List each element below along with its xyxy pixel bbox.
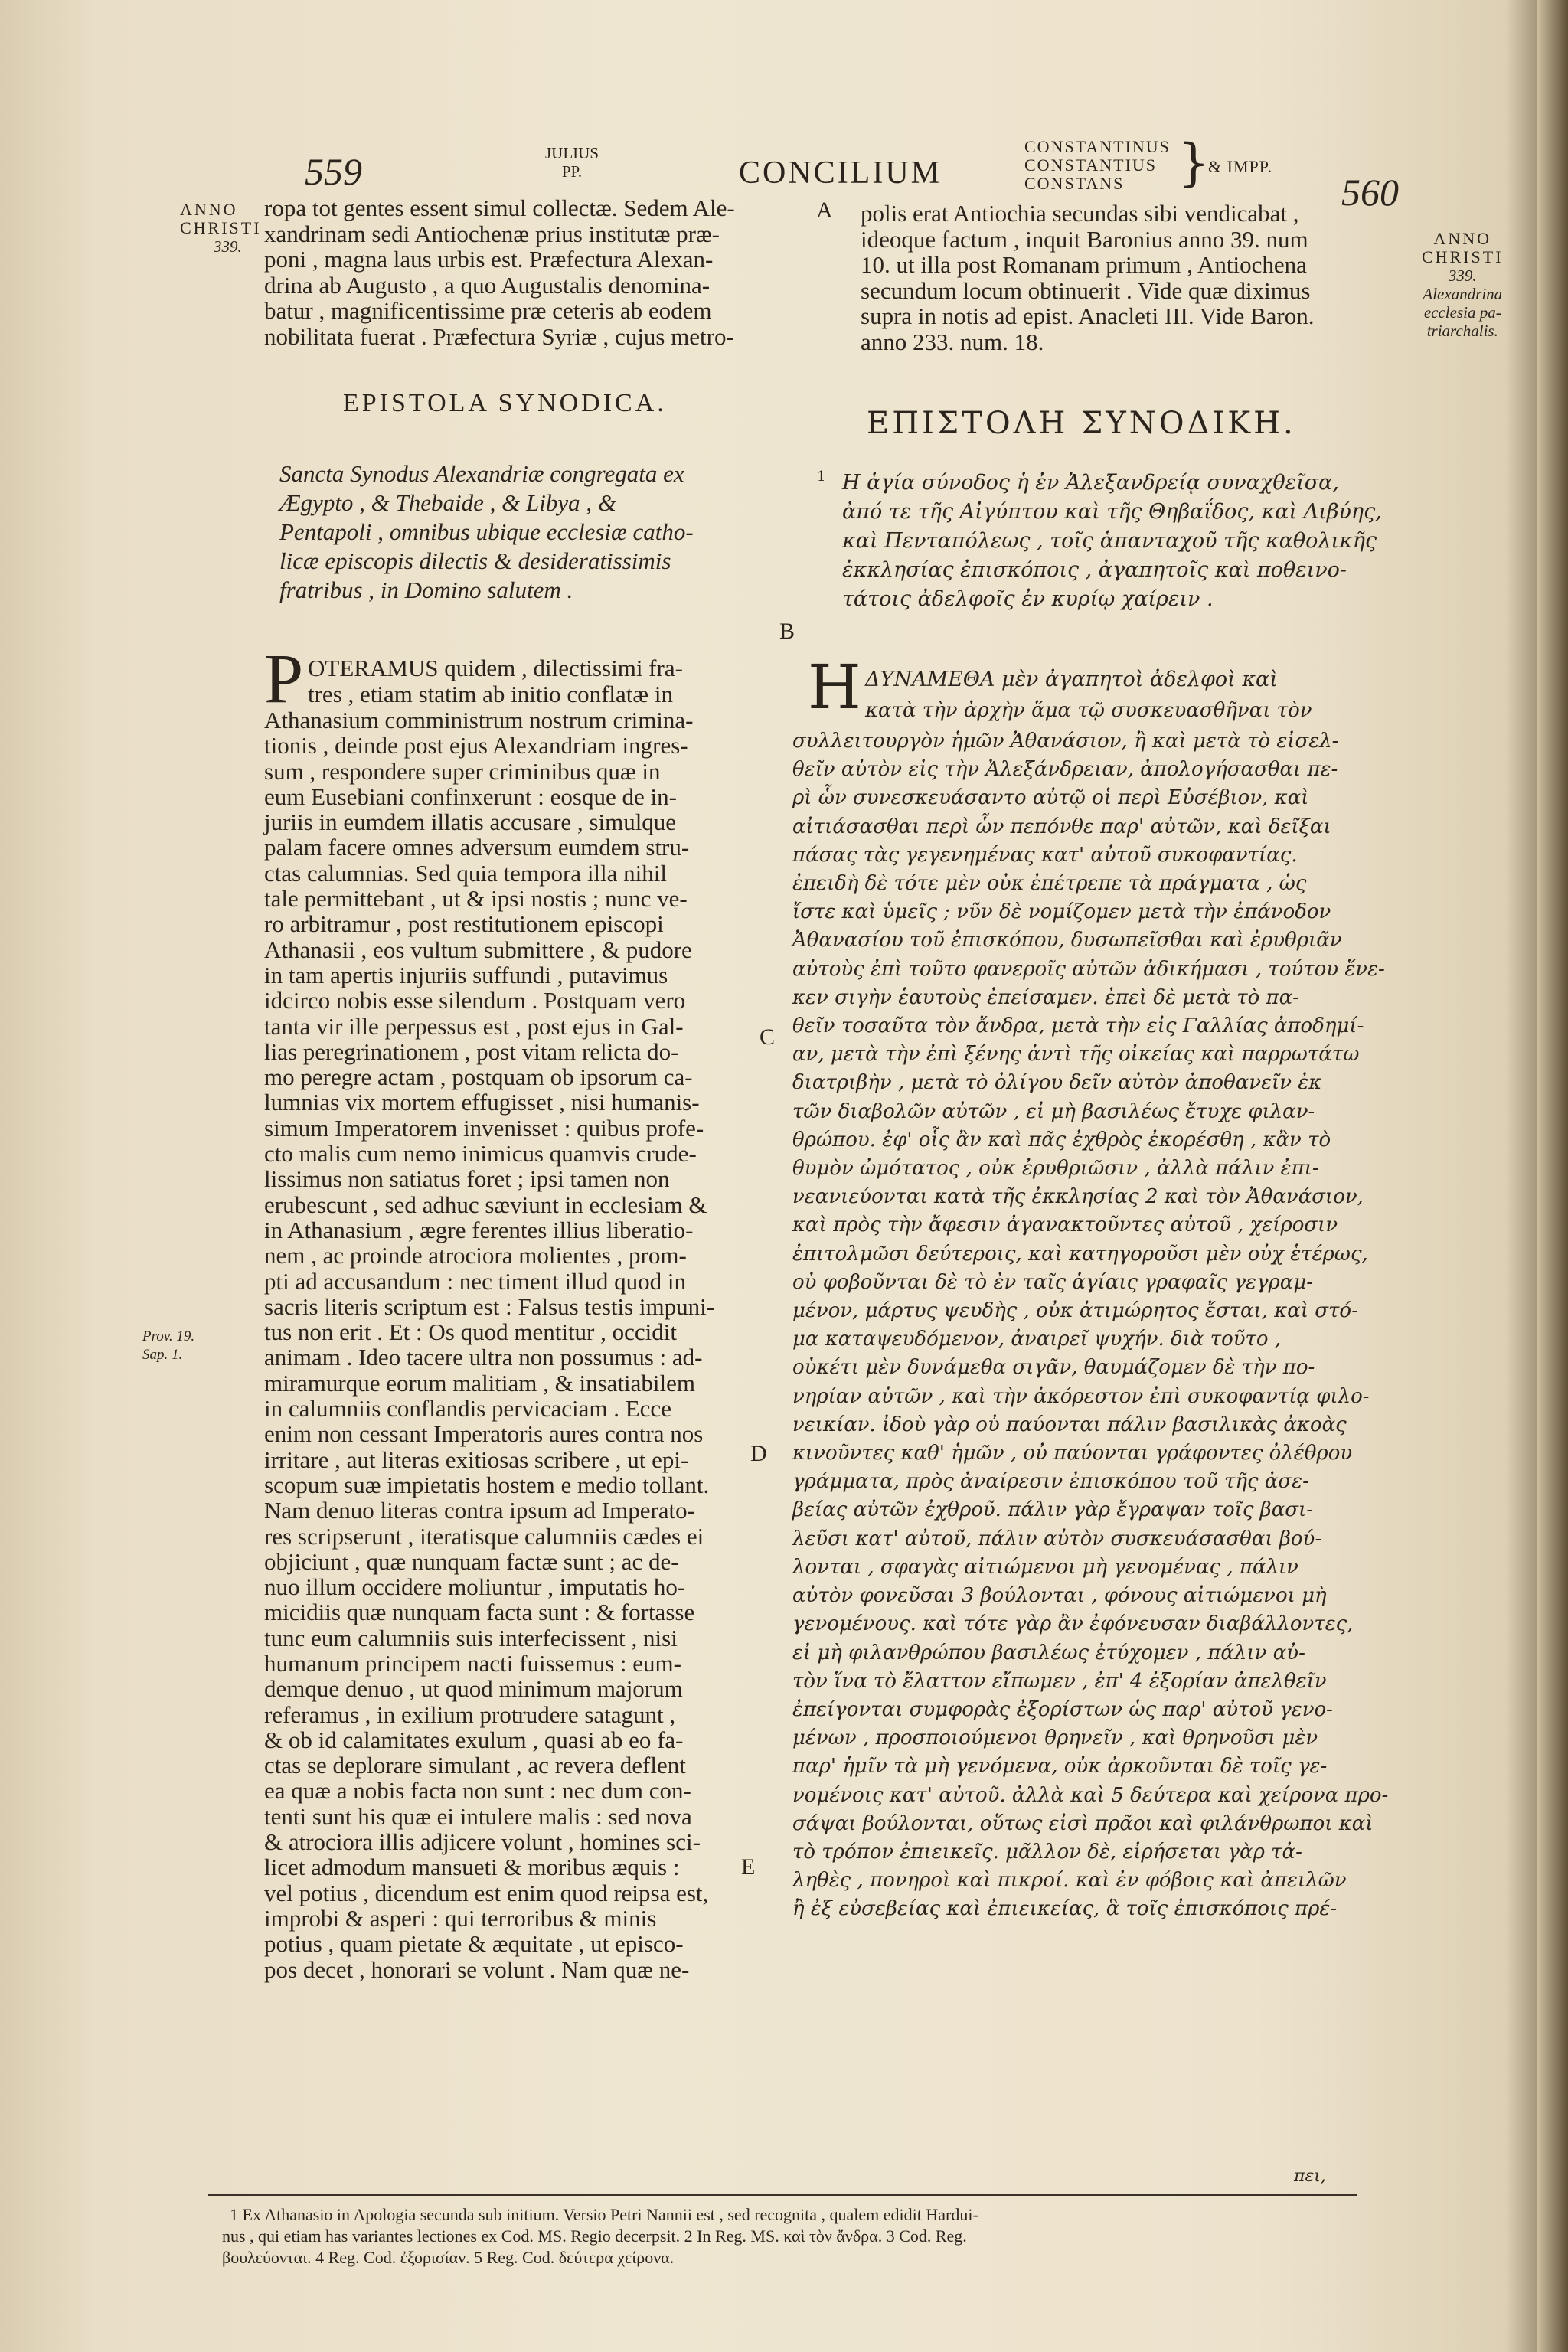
salutation-line: Pentapoli , omnibus ubique ecclesiæ catho-	[279, 518, 694, 545]
text-line: ἐπιτολμῶσι δεύτεροις, καὶ κατηγοροῦσι μὲν οὐχ ἑτέρως,	[792, 1242, 1368, 1266]
section-letter-d: D	[750, 1441, 767, 1466]
text-line: erubescunt , sed adhuc sæviunt in ecclesiam &	[264, 1191, 707, 1218]
margin-note-line: Alexandrina	[1423, 285, 1503, 303]
text-line: θεῖν αὐτὸν εἰς τὴν Ἀλεξάνδρειαν, ἀπολογήσασθαι πε-	[792, 758, 1338, 782]
section-letter-e: E	[741, 1854, 756, 1880]
text-line: tus non erit . Et : Os quod mentitur , occidit	[264, 1318, 677, 1346]
margin-anno-right	[1422, 230, 1504, 340]
text-line: τὸν ἵνα τὸ ἔλαττον εἴπωμεν , ἐπ' 4 ἐξορίαν ἀπελθεῖν	[792, 1669, 1327, 1693]
text-line: supra in notis ad epist. Anacleti III. Vide Baron.	[861, 302, 1315, 329]
text-line: εἰ μὴ φιλανθρώπου βασιλέως ἐτύχομεν , πάλιν αὐ-	[792, 1641, 1305, 1664]
text-line: κινοῦντες καθ' ἡμῶν , οὐ παύονται γράφοντες ὀλέθρου	[792, 1442, 1353, 1465]
text-line: αὐτὸν φονεῦσαι 3 βούλονται , φόνους αἰτιώμενοι μὴ	[792, 1584, 1327, 1608]
pope-title: PP.	[561, 162, 583, 181]
text-line: sum , respondere super criminibus quæ in	[264, 757, 661, 785]
text-line: demque denuo , ut quod minimum majorum	[264, 1675, 683, 1703]
salutation-line: licæ episcopis dilectis & desideratissimis	[279, 547, 671, 574]
text-line: νηρίαν αὐτῶν , καὶ τὴν ἀκόρεστον ἐπὶ συκοφαντίᾳ φιλο-	[792, 1384, 1370, 1408]
text-line: in tam apertis injuriis suffundi , putavimus	[264, 961, 668, 988]
text-line: αὐτοὺς ἐπὶ τοῦτο φανεροῖς αὐτῶν ἀδικήμασι , τούτου ἕνε-	[792, 957, 1385, 981]
text-line: micidiis quæ nunquam facta sunt : & fortasse	[264, 1599, 695, 1626]
text-line: scopum suæ impietatis hostem e medio tollant.	[264, 1471, 710, 1498]
margin-note-line: ecclesia pa-	[1423, 303, 1501, 322]
notes-left-column	[264, 195, 735, 349]
text-line: 10. ut illa post Romanam primum , Antiochena	[861, 251, 1307, 278]
text-line: tres , etiam statim ab initio conflatæ in	[308, 681, 673, 707]
text-line: in calumniis conflandis pervicaciam . Ecce	[264, 1395, 671, 1423]
scripture-ref: Sap. 1.	[142, 1347, 183, 1363]
text-line: poni , magna laus urbis est. Præfectura Alexan-	[264, 246, 714, 273]
margin-scripture-ref	[142, 1328, 194, 1364]
text-line: simum Imperatorem invenisset : quibus profe-	[264, 1114, 704, 1142]
text-line: tenti sunt his quæ ei intulere malis : sed nova	[264, 1802, 692, 1830]
margin-anno-left	[180, 201, 262, 256]
margin-anno-word: ANNO	[1433, 229, 1492, 248]
salutation-line: Sancta Synodus Alexandriæ congregata ex	[279, 460, 684, 487]
text-line: Athanasium comministrum nostrum crimina-	[264, 707, 694, 733]
text-line: res scripserunt , iteratisque calumniis cædes ei	[264, 1522, 704, 1550]
text-line: pos decet , honorari se volunt . Nam quæ ne-	[264, 1955, 690, 1983]
greek-note-mark: 1	[817, 469, 826, 485]
text-line: ea quæ a nobis facta non sunt : nec dum con-	[264, 1777, 691, 1805]
running-title: CONCILIUM	[739, 155, 942, 191]
page-number-right: 560	[1341, 171, 1399, 214]
text-line: drina ab Augusto , a quo Augustalis denomina-	[264, 271, 710, 299]
text-line: μένον, μάρτυς ψευδὴς , οὐκ ἀτιμώρητος ἔσται, καὶ στό-	[792, 1299, 1358, 1323]
text-line: ρὶ ὧν συνεσκευάσαντο αὐτῷ οἱ περὶ Εὐσέβιον, καὶ	[792, 786, 1309, 810]
greek-heading: ΕΠΙΣΤΟΛΗ ΣΥΝΟΔΙΚΗ.	[867, 406, 1296, 441]
text-line: αν, μετὰ τὴν ἐπὶ ξένης ἀντὶ τῆς οἰκείας καὶ παρρωτάτω	[792, 1043, 1360, 1067]
running-head-pope	[545, 144, 599, 181]
salutation-line: τάτοις ἀδελφοῖς ἐν κυρίῳ χαίρειν .	[842, 587, 1214, 611]
greek-dropcap: Η	[808, 652, 861, 723]
text-line: tanta vir ille perpessus est , post ejus in Gal-	[264, 1012, 684, 1040]
salutation-line: ἀπό τε τῆς Αἰγύπτου καὶ τῆς Θηβαΐδος, καὶ Λιβύης,	[842, 500, 1382, 524]
text-line: palam facere omnes adversum eumdem stru-	[264, 834, 690, 861]
text-line: improbi & asperi : qui terroribus & minis	[264, 1904, 657, 1932]
text-line: referamus , in exilium protrudere satagunt ,	[264, 1700, 676, 1728]
text-line: in Athanasium , ægre ferentes illius liberatio-	[264, 1216, 694, 1243]
margin-christi-word: CHRISTI	[1422, 247, 1504, 266]
text-line: ἐπειδὴ δὲ τότε μὲν οὐκ ἐπέτρεπε τὰ πράγματα , ὡς	[792, 872, 1307, 896]
text-line: licet admodum mansueti & moribus æquis :	[264, 1854, 680, 1881]
latin-dropcap: P	[264, 639, 304, 717]
running-head-impp: & IMPP.	[1208, 157, 1273, 176]
greek-text-column	[792, 727, 1388, 1924]
text-line: κεν σιγὴν ἑαυτοὺς ἐπείσαμεν. ἐπεὶ δὲ μετὰ τὸ πα-	[792, 985, 1299, 1009]
text-line: eum Eusebiani confinxerunt : eosque de in-	[264, 782, 677, 810]
text-line: mo peregre actam , postquam ob ipsorum ca-	[264, 1063, 693, 1091]
text-line: λονται , σφαγὰς αἰτιώμενοι μὴ γενομένας , πάλιν	[792, 1555, 1298, 1579]
text-line: πάσας τὰς γεγενημένας κατ' αὐτοῦ συκοφαντίας.	[792, 843, 1298, 867]
text-line: idcirco nobis esse silendum . Postquam vero	[264, 987, 686, 1014]
text-line: & atrociora illis adjicere volunt , homines sci-	[264, 1828, 701, 1856]
text-line: παρ' ἡμῖν τὰ μὴ γενόμενα, οὐκ ἀρκοῦνται δὲ τοῖς γε-	[792, 1755, 1328, 1779]
salutation-line: καὶ Πενταπόλεως , τοῖς ἁπανταχοῦ τῆς καθολικῆς	[842, 529, 1377, 553]
text-line: tunc eum calumniis suis interfecissent , nisi	[264, 1624, 678, 1651]
text-line: objiciunt , quæ nunquam factæ sunt ; ac de-	[264, 1547, 679, 1575]
text-line: μένων , προσποιούμενοι θρηνεῖν , καὶ θρηνοῦσι μὲν	[792, 1726, 1318, 1750]
text-line: lumnias vix mortem effugisset , nisi humanis-	[264, 1089, 700, 1116]
text-line: animam . Ideo tacere ultra non possumus : ad-	[264, 1344, 703, 1371]
section-letter-b: B	[779, 619, 795, 644]
text-line: βείας αὐτῶν ἐχθροῦ. πάλιν γὰρ ἔγραψαν τοῖς βασι-	[792, 1498, 1313, 1522]
margin-year: 339.	[214, 237, 242, 256]
salutation-line: ἐκκλησίας ἐπισκόποις , ἀγαπητοῖς καὶ ποθεινο-	[842, 558, 1348, 582]
latin-salutation	[279, 459, 694, 605]
text-line: κατὰ τὴν ἀρχὴν ἅμα τῷ συσκευασθῆναι τὸν	[865, 699, 1312, 722]
text-line: OTERAMUS quidem , dilectissimi fra-	[308, 655, 683, 681]
text-line: θυμὸν ὠμότατος , οὐκ ἐρυθριῶσιν , ἀλλὰ πάλιν ἐπι-	[792, 1157, 1319, 1181]
text-line: nobilitata fuerat . Præfectura Syriæ , cujus metro-	[264, 322, 734, 350]
footnote-rule	[208, 2194, 1357, 2196]
margin-note-line: triarchalis.	[1426, 322, 1498, 340]
text-line: νεικίαν. ἰδοὺ γὰρ οὐ παύονται πάλιν βασιλικὰς ἀκοὰς	[792, 1413, 1347, 1436]
latin-text-column	[264, 707, 714, 1982]
text-line: humanum principem nacti fuissemus : eum-	[264, 1649, 681, 1677]
salutation-line: fratribus , in Domino salutem .	[279, 577, 573, 603]
text-line: οὐ φοβοῦνται δὲ τὸ ἐν ταῖς ἁγίαις γραφαῖς γεγραμ-	[792, 1270, 1314, 1294]
text-line: διατριβὴν , μετὰ τὸ ὀλίγου δεῖν αὐτὸν ἀποθανεῖν ἐκ	[792, 1071, 1322, 1095]
text-line: νομένοις κατ' αὐτοῦ. ἀλλὰ καὶ 5 δεύτερα καὶ χείρονα προ-	[792, 1783, 1389, 1807]
text-line: secundum locum obtinuerit . Vide quæ diximus	[861, 276, 1311, 304]
catchword: πει,	[1294, 2167, 1326, 2186]
text-line: miramurque eorum malitiam , & insatiabilem	[264, 1369, 696, 1396]
text-line: potius , quam pietate & æquitate , ut episco-	[264, 1930, 684, 1958]
section-letter-a: A	[816, 198, 833, 223]
text-line: pti ad accusandum : nec timent illud quod in	[264, 1267, 686, 1295]
text-line: ἴστε καὶ ὑμεῖς ; νῦν δὲ νομίζομεν μετὰ τὴν ἐπάνοδον	[792, 900, 1331, 924]
margin-christi-word: CHRISTI	[180, 218, 262, 237]
text-line: θεῖν τοσαῦτα τὸν ἄνδρα, μετὰ τὴν εἰς Γαλλίας ἀποδημί-	[792, 1014, 1364, 1038]
text-line: ΔΥΝΑΜΕΘΑ μὲν ἀγαπητοὶ ἀδελφοὶ καὶ	[865, 668, 1278, 691]
text-line: αἰτιάσασθαι περὶ ὧν πεπόνθε παρ' αὐτῶν, καὶ δεῖξαι	[792, 815, 1331, 838]
greek-first-lines	[865, 665, 1312, 726]
running-head-emperors	[1024, 138, 1171, 193]
header-brace: }	[1178, 133, 1210, 192]
text-line: λεῦσι κατ' αὐτοῦ, πάλιν αὐτὸν συσκευάσασθαι βού-	[792, 1527, 1322, 1550]
section-letter-c: C	[760, 1024, 776, 1050]
text-line: juriis in eumdem illatis accusare , simulque	[264, 808, 677, 836]
page-edge-shadow	[1537, 0, 1568, 2352]
text-line: batur , magnificentissime præ ceteris ab eodem	[264, 297, 712, 324]
page-number-left: 559	[305, 150, 362, 193]
emperor-name: CONSTANS	[1024, 174, 1125, 193]
text-line: polis erat Antiochia secundas sibi vendicabat ,	[861, 200, 1299, 227]
scripture-ref: Prov. 19.	[142, 1328, 195, 1344]
footnote-line: βουλεύονται. 4 Reg. Cod. ἐξορισίαν. 5 Reg. Cod. δεύτερα χείρονα.	[222, 2248, 675, 2267]
text-line: nem , ac proinde atrociora molientes , prom-	[264, 1242, 687, 1269]
pope-name: JULIUS	[545, 144, 599, 162]
text-line: Ἀθανασίου τοῦ ἐπισκόπου, δυσωπεῖσθαι καὶ ἐρυθριᾶν	[792, 929, 1342, 952]
text-line: ἐπείγονται συμφορὰς ἐξορίστων ὡς παρ' αὐτοῦ γενο-	[792, 1697, 1333, 1721]
margin-year: 339.	[1448, 266, 1477, 285]
text-line: νεανιεύονται κατὰ τῆς ἐκκλησίας 2 καὶ τὸν Ἀθανάσιον,	[792, 1185, 1364, 1209]
text-line: θρώπου. ἐφ' οἷς ἂν καὶ πᾶς ἐχθρὸς ἐκορέσθη , κἂν τὸ	[792, 1128, 1331, 1152]
emperor-name: CONSTANTINUS	[1024, 137, 1171, 156]
text-line: ropa tot gentes essent simul collectæ. Sedem Ale-	[264, 194, 735, 221]
salutation-line: Ægypto , & Thebaide , & Libya , &	[279, 489, 617, 516]
text-line: καὶ πρὸς τὴν ἄφεσιν ἀγανακτοῦντες αὐτοῦ , χείροσιν	[792, 1214, 1338, 1237]
text-line: Nam denuo literas contra ipsum ad Imperato-	[264, 1497, 695, 1524]
greek-salutation	[842, 469, 1382, 614]
text-line: & ob id calamitates exulum , quasi ab eo fa-	[264, 1726, 684, 1753]
text-line: γενομένους. καὶ τότε γὰρ ἂν ἐφόνευσαν διαβάλλοντες,	[792, 1612, 1354, 1636]
text-line: γράμματα, πρὸς ἀναίρεσιν ἐπισκόπου τοῦ τῆς ἀσε-	[792, 1470, 1309, 1494]
text-line: irritare , aut literas exitiosas scribere , ut epi-	[264, 1446, 689, 1473]
text-line: tale permittebant , ut & ipsi nostis ; nunc ve-	[264, 885, 688, 913]
text-line: anno 233. num. 18.	[861, 328, 1044, 355]
text-line: lias peregrinationem , post vitam relicta do-	[264, 1037, 679, 1065]
latin-heading: EPISTOLA SYNODICA.	[343, 389, 667, 417]
text-line: μα καταψευδόμενον, ἀναιρεῖ ψυχήν. διὰ τοῦτο ,	[792, 1328, 1282, 1351]
text-line: ro arbitramur , post restitutionem episcopi	[264, 910, 664, 938]
text-line: ληθὲς , πονηροὶ καὶ πικροί. καὶ ἐν φόβοις καὶ ἀπειλῶν	[792, 1869, 1347, 1893]
text-line: sacris literis scriptum est : Falsus testis impuni-	[264, 1292, 715, 1320]
salutation-line: Η ἁγία σύνοδος ἡ ἐν Ἀλεξανδρείᾳ συναχθεῖσα,	[842, 471, 1339, 495]
notes-right-column	[861, 201, 1314, 354]
margin-anno-word: ANNO	[180, 200, 238, 219]
text-line: τῶν διαβολῶν αὐτῶν , εἰ μὴ βασιλέως ἔτυχε φιλαν-	[792, 1099, 1315, 1123]
text-line: cto malis cum nemo inimicus quamvis crude-	[264, 1140, 697, 1168]
footnote-line: nus , qui etiam has variantes lectiones ex Cod. MS. Regio decerpsit. 2 In Reg. MS. καὶ τὸν ἄνδρα. 3 Cod. Reg.	[222, 2226, 967, 2246]
text-line: τὸ τρόπον ἐπιεικεῖς. μᾶλλον δὲ, εἰρήσεται γὰρ τἀ-	[792, 1840, 1302, 1864]
text-line: tionis , deinde post ejus Alexandriam ingres-	[264, 732, 688, 760]
text-line: ἢ ἐξ εὐσεβείας καὶ ἐπιεικείας, ἃ τοῖς ἐπισκόποις πρέ-	[792, 1897, 1338, 1921]
footnote-line: 1 Ex Athanasio in Apologia secunda sub initium. Versio Petri Nannii est , sed recognita , qualem edidit Hardui-	[230, 2205, 978, 2224]
text-line: συλλειτουργὸν ἡμῶν Ἀθανάσιον, ἢ καὶ μετὰ τὸ εἰσελ-	[792, 730, 1339, 753]
text-line: lissimus non satiatus foret ; ipsi tamen non	[264, 1165, 670, 1193]
text-line: ideoque factum , inquit Baronius anno 39. num	[861, 225, 1308, 253]
text-line: οὐκέτι μὲν δυνάμεθα σιγᾶν, θαυμάζομεν δὲ τὴν πο-	[792, 1356, 1315, 1380]
emperor-name: CONSTANTIUS	[1024, 155, 1158, 175]
text-line: vel potius , dicendum est enim quod reipsa est,	[264, 1879, 709, 1906]
text-line: ctas se deplorare simulant , ac revera deflent	[264, 1752, 686, 1779]
text-line: ctas calumnias. Sed quia tempora illa nihil	[264, 859, 668, 887]
text-line: xandrinam sedi Antiochenæ prius institutæ præ-	[264, 220, 720, 247]
text-line: Athanasii , eos vultum submittere , & pudore	[264, 936, 692, 963]
text-line: nuo illum occidere moliuntur , imputatis ho-	[264, 1573, 686, 1601]
text-line: σάψαι βούλονται, οὕτως εἰσὶ πρᾶοι καὶ φιλάνθρωποι καὶ	[792, 1811, 1374, 1835]
latin-first-lines	[308, 655, 683, 707]
text-line: enim non cessant Imperatoris aures contra nos	[264, 1420, 704, 1448]
